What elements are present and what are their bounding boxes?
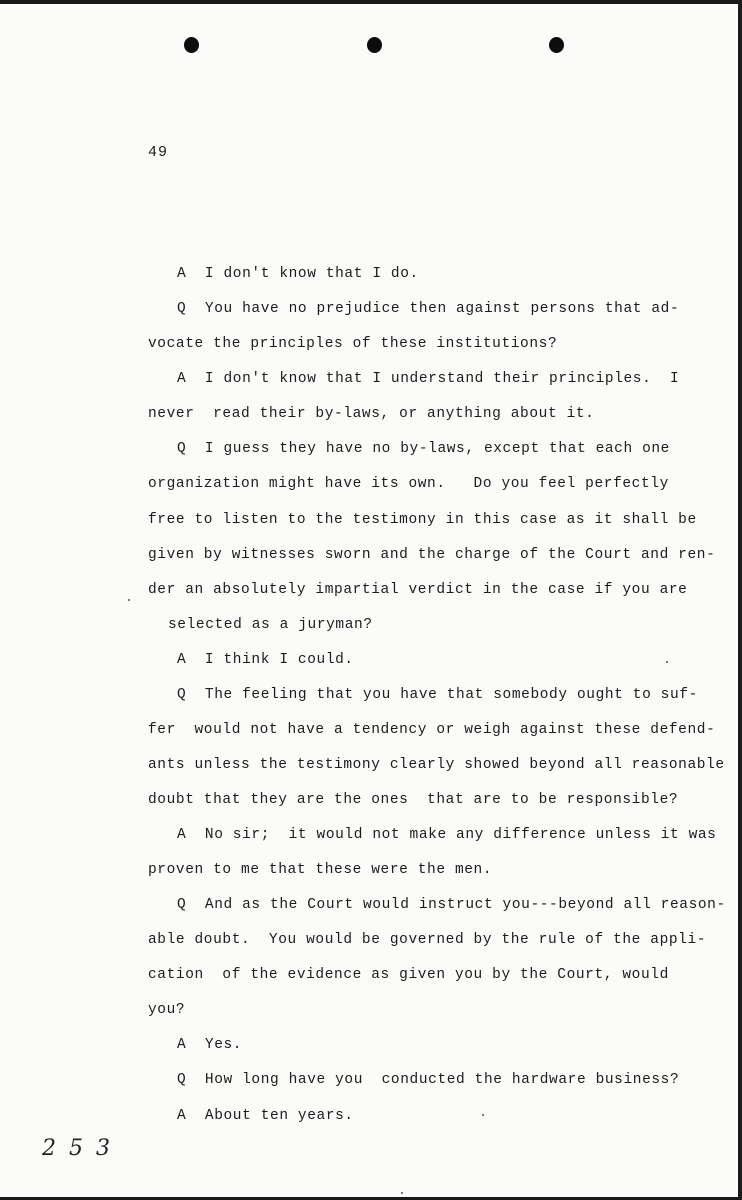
transcript-line: A I don't know that I understand their principles. I bbox=[177, 371, 680, 387]
transcript-line: A Yes. bbox=[177, 1037, 243, 1053]
transcript-line: free to listen to the testimony in this case as it shall be bbox=[148, 512, 697, 528]
transcript-line: vocate the principles of these institutions? bbox=[148, 336, 558, 352]
transcript-line: A I think I could. bbox=[177, 652, 354, 668]
transcript-line: organization might have its own. Do you feel perfectly bbox=[148, 476, 669, 492]
page-number: 49 bbox=[148, 144, 169, 161]
transcript-line: fer would not have a tendency or weigh against these defend- bbox=[148, 722, 716, 738]
transcript-line: cation of the evidence as given you by the Court, would bbox=[148, 967, 669, 983]
transcript-line: given by witnesses sworn and the charge of the Court and ren- bbox=[148, 547, 716, 563]
transcript-line: proven to me that these were the men. bbox=[148, 862, 493, 878]
transcript-line: Q You have no prejudice then against persons that ad- bbox=[177, 301, 680, 317]
transcript-line: Q I guess they have no by-laws, except that each one bbox=[177, 441, 670, 457]
transcript-line: A No sir; it would not make any difference unless it was bbox=[177, 827, 717, 843]
paper-speck bbox=[666, 661, 668, 663]
transcript-line: Q The feeling that you have that somebody ought to suf- bbox=[177, 687, 698, 703]
transcript-line: der an absolutely impartial verdict in the case if you are bbox=[148, 582, 688, 598]
transcript-line: A About ten years. bbox=[177, 1108, 354, 1124]
transcript-line: ants unless the testimony clearly showed beyond all reasonable bbox=[148, 757, 725, 773]
transcript-line: Q How long have you conducted the hardware business? bbox=[177, 1072, 680, 1088]
paper-speck bbox=[401, 1192, 403, 1194]
transcript-line: able doubt. You would be governed by the rule of the appli- bbox=[148, 932, 707, 948]
binder-hole-right bbox=[549, 37, 564, 53]
transcript-line: never read their by-laws, or anything about it. bbox=[148, 406, 595, 422]
paper-speck bbox=[128, 599, 130, 601]
binder-hole-center bbox=[367, 37, 382, 53]
binder-hole-left bbox=[184, 37, 199, 53]
handwritten-page-note: 2 5 3 bbox=[42, 1136, 113, 1161]
transcript-line: you? bbox=[148, 1002, 186, 1018]
transcript-line: selected as a juryman? bbox=[168, 617, 373, 633]
paper-speck bbox=[482, 1114, 484, 1116]
transcript-line: Q And as the Court would instruct you---beyond all reason- bbox=[177, 897, 726, 913]
transcript-line: A I don't know that I do. bbox=[177, 266, 419, 282]
transcript-line: doubt that they are the ones that are to be responsible? bbox=[148, 792, 679, 808]
